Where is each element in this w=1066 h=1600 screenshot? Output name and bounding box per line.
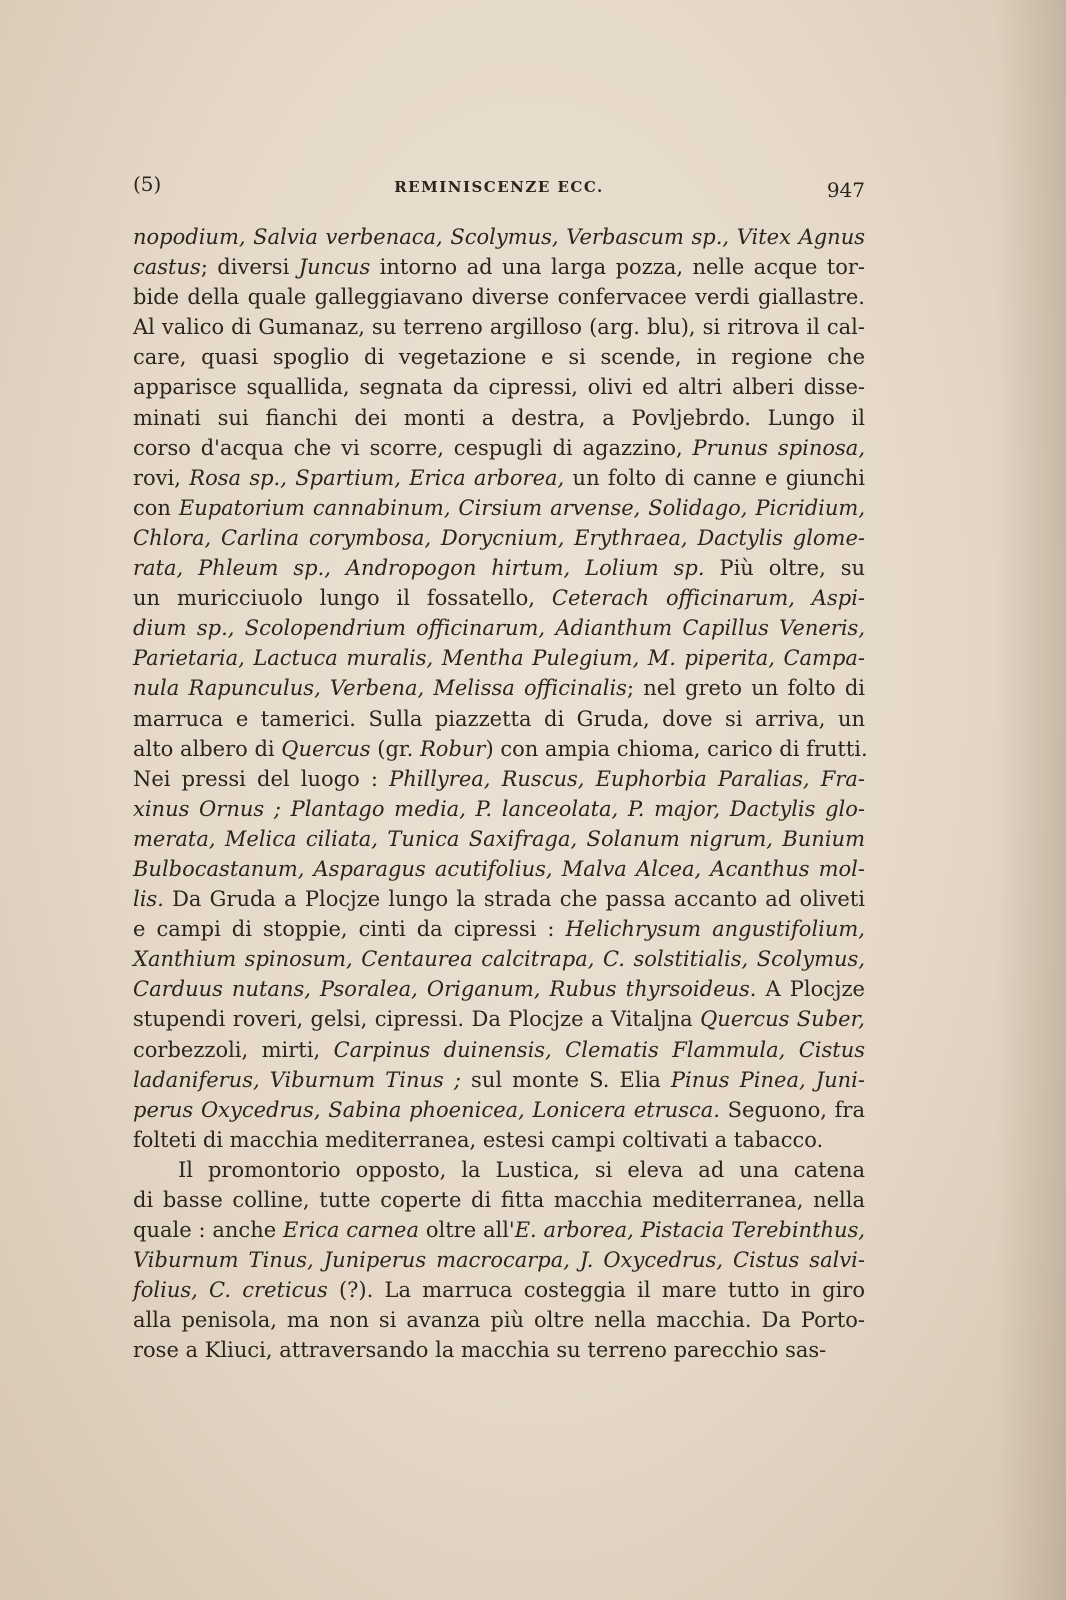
italic-text: Robur [419,736,486,761]
italic-text: Juncus [298,255,371,280]
text-line [133,1065,865,1095]
text-line [133,1125,865,1155]
roman-text: folteti di macchia mediterranea, estesi campi coltivati a tabacco. [133,1127,824,1152]
text-line [133,643,865,673]
italic-text: merata, Melica ciliata, Tunica Saxifraga, Solanum nigrum, Bunium [133,826,865,851]
text-line [133,282,865,312]
text-line [133,403,865,433]
roman-text: care, quasi spoglio di vegetazione e si scende, in regione che [133,345,865,370]
text-line [133,794,865,824]
body-text [133,222,868,1366]
roman-text: (gr. [370,736,420,761]
text-line [133,824,865,854]
text-line [133,1245,865,1275]
roman-text: alla penisola, ma non si avanza più oltre nella macchia. Da Porto- [133,1308,865,1333]
italic-text: Pinus Pinea, Juni- [670,1067,865,1092]
text-line [133,944,865,974]
running-title: REMINISCENZE ECC. [394,178,604,196]
roman-text: ) con ampia chioma, carico di frutti. [485,736,868,761]
roman-text: ; diversi [200,255,299,280]
text-line [133,372,865,402]
text-line [133,914,865,944]
roman-text: corso d'acqua che vi scorre, cespugli di agazzino, [133,435,693,460]
roman-text: Seguono, fra [719,1097,865,1122]
roman-text: con [133,495,179,520]
roman-text: marruca e tamerici. Sulla piazzetta di Gruda, dove si arriva, un [133,706,865,731]
italic-text: nula Rapunculus, Verbena, Melissa officinalis [133,676,627,701]
text-line [133,854,865,884]
italic-text: ladaniferus, Viburnum Tinus ; [133,1067,461,1092]
text-line [133,312,865,342]
roman-text: Da Gruda a Plocjze lungo la strada che passa accanto ad oliveti [163,887,865,912]
italic-text: Helichrysum angustifolium, [565,917,865,942]
italic-text: Xanthium spinosum, Centaurea calcitrapa, C. solstitialis, Scolymus, [133,947,865,972]
roman-text: (?). La marruca costeggia il mare tutto in giro [327,1278,865,1303]
roman-text: quale : anche [133,1218,283,1243]
text-line [133,1305,865,1335]
roman-text: oltre all' [419,1218,515,1243]
italic-text: Phillyrea, Ruscus, Euphorbia Paralias, Fra- [389,766,865,791]
roman-text: alto albero di [133,736,282,761]
roman-text: sul monte S. Elia [460,1067,671,1092]
page-number: 947 [826,178,865,202]
italic-text: Carpinus duinensis, Clematis Flammula, Cistus [333,1037,865,1062]
italic-text: Erica carnea [283,1218,420,1243]
text-line [133,1215,865,1245]
roman-text: Nei pressi del luogo : [133,766,390,791]
text-line [133,1335,865,1365]
italic-text: Ceterach officinarum, Aspi- [551,586,865,611]
italic-text: Eupatorium cannabinum, Cirsium arvense, Solidago, Picridium, [178,495,866,520]
roman-text: intorno ad una larga pozza, nelle acque tor- [370,255,865,280]
italic-text: Bulbocastanum, Asparagus acutifolius, Malva Alcea, Acanthus mol- [133,856,865,881]
text-line [133,553,865,583]
roman-text: ; nel greto un folto di [626,676,865,701]
text-line [133,493,865,523]
roman-text: e campi di stoppie, cinti da cipressi : [133,917,566,942]
roman-text: apparisce squallida, segnata da cipressi, olivi ed altri alberi disse- [133,375,865,400]
text-line [133,1004,865,1034]
italic-text: Chlora, Carlina corymbosa, Dorycnium, Erythraea, Dactylis glome- [133,525,865,550]
text-line [133,222,865,252]
italic-text: Quercus Suber, [700,1007,865,1032]
roman-text: stupendi roveri, gelsi, cipressi. Da Plocjze a Vitaljna [133,1007,701,1032]
text-line [133,974,865,1004]
text-line [133,523,865,553]
italic-text: rata, Phleum sp., Andropogon hirtum, Lolium sp. [133,556,705,581]
roman-text: un folto di canne e giunchi [564,465,865,490]
text-line [133,613,865,643]
roman-text: Più oltre, su [704,556,866,581]
text-line [133,734,868,764]
roman-text: A Plocjze [756,977,865,1002]
text-line [133,342,865,372]
roman-text: bide della quale galleggiavano diverse confervacee verdi giallastre. [133,285,865,310]
italic-text: lis. [133,887,164,912]
italic-text: Carduus nutans, Psoralea, Origanum, Rubus thyrsoideus. [133,977,757,1002]
roman-text: Al valico di Gumanaz, su terreno argilloso (arg. blu), si ritrova il cal- [133,315,865,340]
text-line [133,764,865,794]
text-line [133,1095,865,1125]
roman-text: un muricciuolo lungo il fossatello, [133,586,552,611]
italic-text: xinus Ornus ; Plantago media, P. lanceolata, P. major, Dactylis glo- [133,796,865,821]
text-line [133,1035,865,1065]
roman-text: rose a Kliuci, attraversando la macchia su terreno parecchio sas- [133,1338,827,1363]
text-line [133,673,865,703]
text-line [133,1185,865,1215]
italic-text: Rosa sp., Spartium, Erica arborea, [189,465,565,490]
roman-text: Il promontorio opposto, la Lustica, si eleva ad una catena [178,1157,865,1182]
italic-text: Viburnum Tinus, Juniperus macrocarpa, J. Oxycedrus, Cistus salvi- [133,1248,865,1273]
italic-text: folius, C. creticus [133,1278,328,1303]
roman-text: corbezzoli, mirti, [133,1037,334,1062]
italic-text: Parietaria, Lactuca muralis, Mentha Pulegium, M. piperita, Campa- [133,646,865,671]
italic-text: nopodium, Salvia verbenaca, Scolymus, Verbascum sp., Vitex Agnus [133,225,865,249]
roman-text: di basse colline, tutte coperte di fitta macchia mediterranea, nella [133,1188,865,1212]
italic-text: E. arborea, Pistacia Terebinthus, [514,1218,866,1243]
text-line [133,884,865,914]
running-header [133,172,865,202]
italic-text: castus [133,255,201,280]
italic-text: Prunus spinosa, [692,435,865,460]
italic-text: Quercus [281,736,371,761]
text-line [133,583,865,613]
roman-text: minati sui fianchi dei monti a destra, a Povljebrdo. Lungo il [133,405,865,430]
page-label: (5) [133,172,162,196]
text-line [133,1275,865,1305]
text-line [133,704,865,734]
text-line [133,1155,865,1185]
text-line [133,433,865,463]
roman-text: rovi, [133,465,190,490]
italic-text: dium sp., Scolopendrium officinarum, Adianthum Capillus Veneris, [133,616,865,641]
text-line [133,463,865,493]
text-line [133,252,865,282]
italic-text: perus Oxycedrus, Sabina phoenicea, Lonicera etrusca. [133,1097,720,1122]
